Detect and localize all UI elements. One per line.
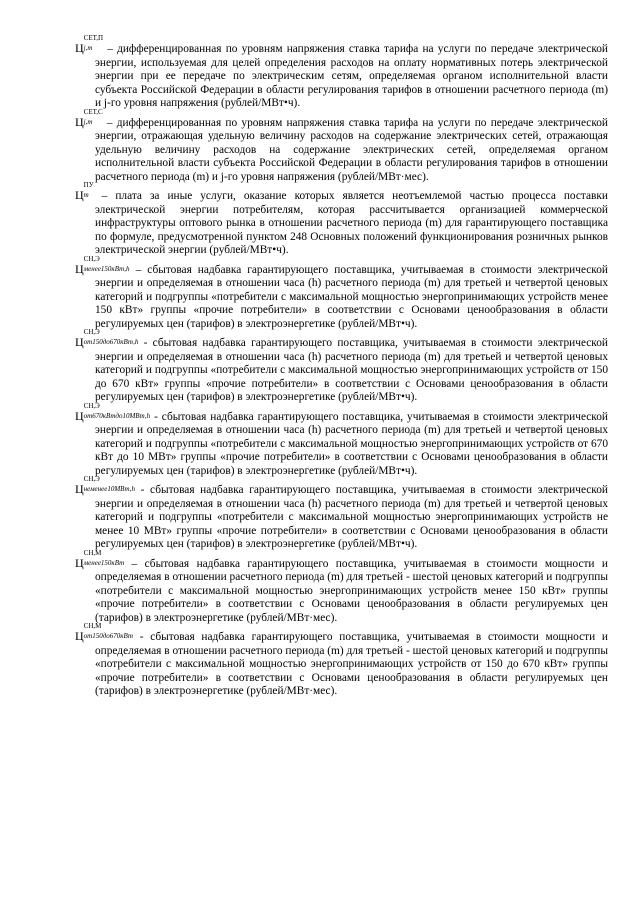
formula-symbol: Ц СН,Э неменее10МВт,h — [75, 475, 136, 496]
definition-text: - сбытовая надбавка гарантирующего поставщика, учитываемая в стоимости электрической энергии и определяемая в отношении часа (h) расчетного периода (m) для третьей и четвертой ценовых категорий и подгруппы «потребители с максимальной мощностью энергопринимающих устройств от 150 до 670 кВт» группы «прочие потребители» в соответствии с Основами ценообразования в области регулируемых цен (тарифов) в электроэнергетике (рублей/МВт•ч). — [95, 337, 608, 403]
definition-paragraph — [75, 254, 608, 332]
formula-symbol: Ц СН,Э от670кВтдо10МВт,h — [75, 401, 151, 423]
definition-text: – плата за иные услуги, оказание которых является неотъемлемой частью процесса поставки электрической энергии потребителям, которая рассчитывается организацией коммерческой инфраструктуры оптового рынка в отношении расчетного периода (m) для гарантирующего поставщика по формуле, предусмотренной пунктом 248 Основных положений функционирования розничных рынков электрической энергии (рублей/МВт•ч). — [93, 190, 608, 256]
formula-symbol: Ц СН,М менее150кВт — [75, 548, 125, 570]
definition-text: – дифференцированная по уровням напряжения ставка тарифа на услуги по передаче электрической энергии, используемая для целей определения расходов на оплату нормативных потерь электрической энергии при ее передаче по электрическим сетям, определяемая органом исполнительной власти субъекта Российской Федерации в области регулирования тарифов в отношении расчетного периода (m) и j-го уровня напряжения (рублей/МВт•ч). — [95, 43, 608, 109]
definition-text: - сбытовая надбавка гарантирующего поставщика, учитываемая в стоимости электрической энергии и определяемая в отношении часа (h) расчетного периода (m) для третьей и четвертой ценовых категорий и подгруппы «потребители с максимальной мощностью энергопринимающих устройств от 670 кВт до 10 МВт» группы «прочие потребители» в соответствии с Основами ценообразования в области регулируемых цен (тарифов) в электроэнергетике (рублей/МВт•ч). — [95, 410, 608, 477]
document-page — [75, 34, 608, 702]
definition-text: - сбытовая надбавка гарантирующего поставщика, учитываемая в стоимости мощности и определяемая в отношении расчетного периода (m) для третьей - шестой ценовых категорий и подгруппы «потребители с максимальной мощностью энергопринимающих устройств от 150 до 670 кВт» группы «прочие потребители» в соответствии с Основами ценообразования в области регулируемых цен (тарифов) в электроэнергетике (рублей/МВт·мес). — [95, 631, 608, 697]
formula-symbol: Ц СН,Э от150до670кВт,h — [75, 328, 139, 349]
definition-paragraph — [75, 548, 608, 626]
formula-symbol: Ц ПУ m — [75, 181, 94, 202]
definition-text: – сбытовая надбавка гарантирующего поставщика, учитываемая в стоимости электрической энергии и определяемая в отношении часа (h) расчетного периода (m) для третьей и четвертой ценовых категорий и подгруппы «потребители с максимальной мощностью энергопринимающих устройств менее 150 кВт» группы «прочие потребители» в соответствии с Основами ценообразования в области регулируемых цен (тарифов) в электроэнергетике (рублей/МВт•ч). — [95, 263, 608, 330]
definition-paragraph — [75, 401, 608, 479]
definition-paragraph — [75, 622, 608, 699]
formula-symbol: Ц СЕТ,П j,m — [75, 34, 103, 55]
definition-paragraph — [75, 328, 608, 405]
definition-paragraph — [75, 181, 608, 258]
formula-symbol: Ц СЕТ,С j,m — [75, 107, 103, 129]
definition-text: – сбытовая надбавка гарантирующего поставщика, учитываемая в стоимости мощности и определяемая в отношении расчетного периода (m) для третьей - шестой ценовых категорий и подгруппы «потребители с максимальной мощностью энергопринимающих устройств менее 150 кВт» группы «прочие потребители» в соответствии с Основами ценообразования в области регулируемых цен (тарифов) в электроэнергетике (рублей/МВт·мес). — [95, 557, 608, 624]
definition-paragraph — [75, 107, 608, 185]
definition-text: - сбытовая надбавка гарантирующего поставщика, учитываемая в стоимости электрической энергии и определяемая в отношении часа (h) расчетного периода (m) для третьей и четвертой ценовых категорий и подгруппы «потребители с максимальной мощностью энергопринимающих устройств не менее 10 МВт» группы «прочие потребители» в соответствии с Основами ценообразования в области регулируемых цен (тарифов) в электроэнергетике (рублей/МВт•ч). — [95, 484, 608, 550]
definition-paragraph — [75, 34, 608, 111]
formula-symbol: Ц СН,М от150до670кВт — [75, 622, 133, 643]
formula-symbol: Ц СН,Э менее150кВт,h — [75, 254, 130, 276]
definition-paragraph — [75, 475, 608, 552]
definition-text: – дифференцированная по уровням напряжения ставка тарифа на услуги по передаче электрической энергии, отражающая удельную величину расходов на содержание электрических сетей, отражающая удельную величину расходов на содержание электрических сетей, определяемая органом исполнительной власти субъекта Российской Федерации в области регулирования тарифов в отношении расчетного периода (m) и j-го уровня напряжения (рублей/МВт·мес). — [95, 116, 608, 183]
